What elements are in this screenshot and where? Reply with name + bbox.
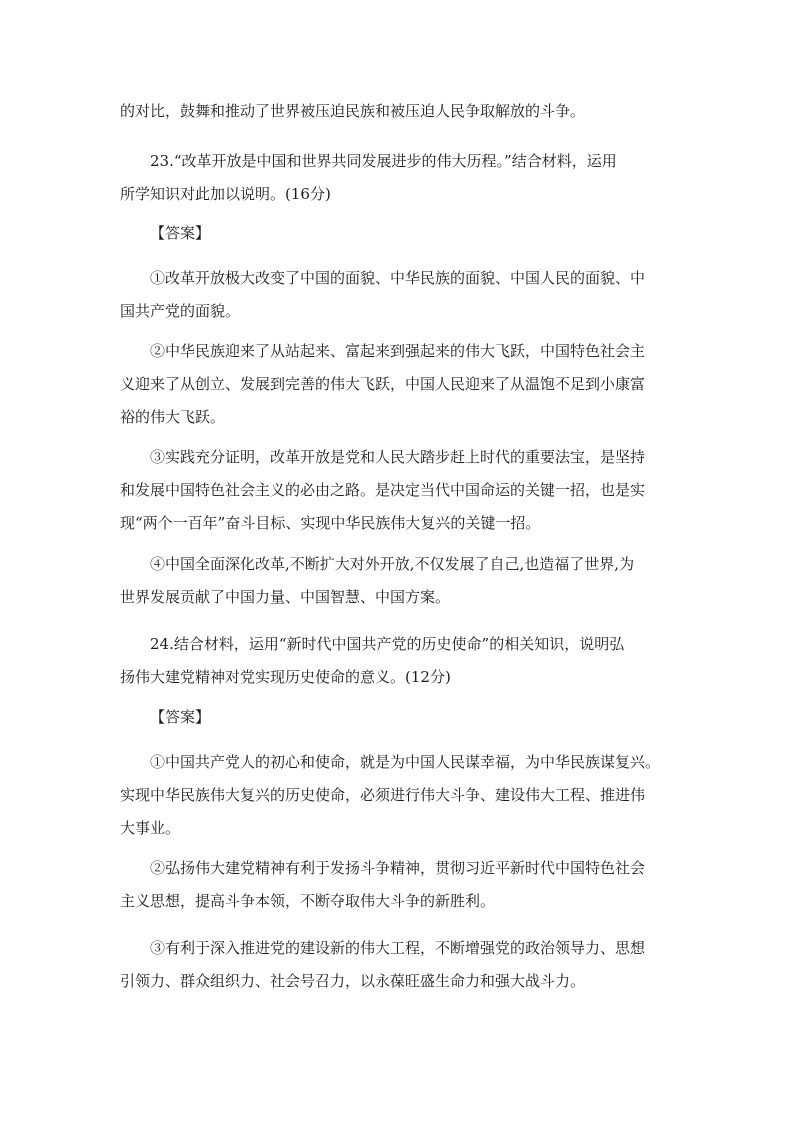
answer-line: ①中国共产党人的初心和使命，就是为中国人民谋幸福，为中华民族谋复兴。 <box>150 753 661 771</box>
answer-line: 引领力、群众组织力、社会号召力，以永葆旺盛生命力和强大战斗力。 <box>120 972 586 990</box>
answer-line: 现“两个一百年”奋斗目标、实现中华民族伟大复兴的关键一招。 <box>120 514 541 532</box>
answer-line: ③有利于深入推进党的建设新的伟大工程，不断增强党的政治领导力、思想 <box>150 939 646 957</box>
answer-23-point-1 <box>120 262 676 328</box>
answer-23-point-3 <box>120 441 676 540</box>
question-24 <box>120 628 676 694</box>
answer-line: ②弘扬伟大建党精神有利于发扬斗争精神，贯彻习近平新时代中国特色社会 <box>150 859 646 877</box>
answer-line: ④中国全面深化改革,不断扩大对外开放,不仅发展了自己,也造福了世界,为 <box>150 555 635 573</box>
answer-line: 主义思想，提高斗争本领，不断夺取伟大斗争的新胜利。 <box>120 892 496 910</box>
answer-line: 实现中华民族伟大复兴的历史使命，必须进行伟大斗争、建设伟大工程、推进伟 <box>120 786 646 804</box>
question-line: 24.结合材料，运用“新时代中国共产党的历史使命”的相关知识，说明弘 <box>150 635 625 653</box>
answer-24-point-1 <box>120 746 676 845</box>
text-line: 的对比，鼓舞和推动了世界被压迫民族和被压迫人民争取解放的斗争。 <box>120 102 586 120</box>
answer-line: 大事业。 <box>120 819 181 837</box>
answer-line: 世界发展贡献了中国力量、中国智慧、中国方案。 <box>120 588 451 606</box>
question-line: 扬伟大建党精神对党实现历史使命的意义。(12分) <box>120 668 451 686</box>
answer-line: ③实践充分证明，改革开放是党和人民大踏步赶上时代的重要法宝，是坚持 <box>150 448 646 466</box>
question-line: 23.“改革开放是中国和世界共同发展进步的伟大历程。”结合材料，运用 <box>150 152 617 170</box>
answer-line: ②中华民族迎来了从站起来、富起来到强起来的伟大飞跃，中国特色社会主 <box>150 342 646 360</box>
question-line: 所学知识对此加以说明。(16分) <box>120 185 331 203</box>
answer-line: 裕的伟大飞跃。 <box>120 408 226 426</box>
answer-24-point-3 <box>120 932 676 998</box>
answer-label-24: 【答案】 <box>150 708 211 726</box>
answer-line: ①改革开放极大改变了中国的面貌、中华民族的面貌、中国人民的面貌、中 <box>150 269 646 287</box>
answer-label-23: 【答案】 <box>150 224 211 242</box>
answer-line: 义迎来了从创立、发展到完善的伟大飞跃，中国人民迎来了从温饱不足到小康富 <box>120 375 646 393</box>
answer-24-point-2 <box>120 852 676 918</box>
question-23 <box>120 145 676 211</box>
answer-23-point-2 <box>120 335 676 434</box>
continuation-text <box>120 95 676 128</box>
answer-23-point-4 <box>120 548 676 614</box>
answer-line: 国共产党的面貌。 <box>120 302 241 320</box>
answer-line: 和发展中国特色社会主义的必由之路。是决定当代中国命运的关键一招，也是实 <box>120 481 646 499</box>
